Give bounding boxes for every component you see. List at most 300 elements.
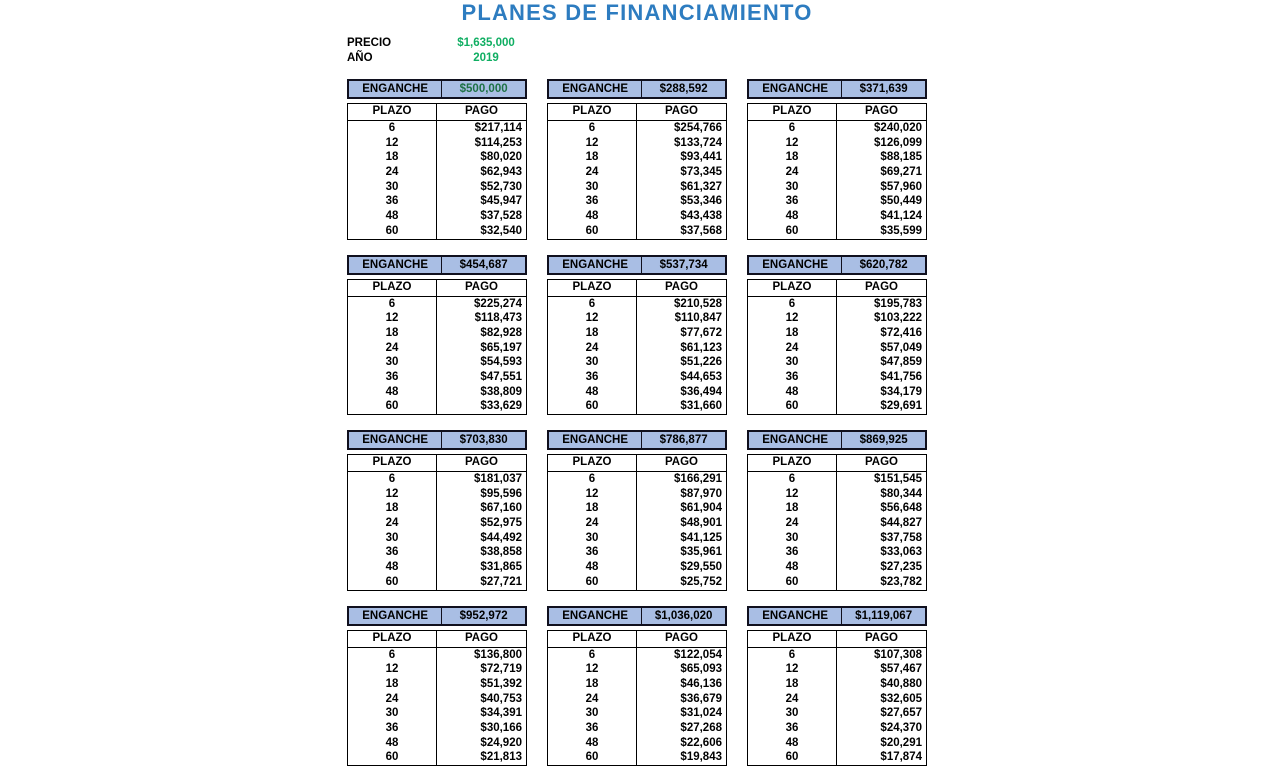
plazo-cell: 30	[348, 180, 437, 195]
plan-card	[747, 430, 927, 591]
page-title: PLANES DE FINANCIAMIENTO	[461, 0, 813, 25]
plazo-cell: 36	[348, 370, 437, 385]
plazo-cell: 6	[748, 297, 837, 312]
enganche-value: $500,000	[459, 83, 508, 95]
pago-cell: $62,943	[480, 166, 522, 179]
table-row	[548, 516, 726, 531]
enganche-label: ENGANCHE	[349, 608, 442, 624]
plazo-cell: 48	[748, 560, 837, 575]
table-row	[548, 545, 726, 560]
plazo-cell: 18	[748, 501, 837, 516]
table-header-row	[348, 455, 526, 472]
plazo-cell: 48	[748, 385, 837, 400]
pago-cell: $36,494	[680, 385, 722, 398]
pago-cell: $51,392	[480, 677, 522, 690]
table-row	[548, 209, 726, 224]
payment-table	[547, 630, 727, 767]
plan-card	[547, 255, 727, 416]
table-row	[348, 516, 526, 531]
pago-cell: $37,528	[480, 210, 522, 223]
table-row	[348, 399, 526, 414]
table-row	[548, 706, 726, 721]
plazo-cell: 24	[348, 165, 437, 180]
table-row	[348, 706, 526, 721]
pago-cell: $41,125	[680, 531, 722, 544]
enganche-header	[547, 606, 727, 626]
pago-cell: $87,970	[680, 487, 722, 500]
payment-table	[747, 454, 927, 591]
pago-cell: $166,291	[674, 473, 722, 485]
pago-cell: $23,782	[880, 575, 922, 588]
table-row	[748, 165, 926, 180]
pago-cell: $95,596	[480, 487, 522, 500]
table-row	[348, 721, 526, 736]
table-row	[548, 180, 726, 195]
plazo-column-header: PLAZO	[548, 104, 637, 120]
table-row	[548, 370, 726, 385]
pago-cell: $51,226	[680, 356, 722, 369]
pago-cell: $30,166	[480, 721, 522, 734]
plazo-cell: 48	[548, 736, 637, 751]
enganche-header	[747, 430, 927, 450]
pago-cell: $61,904	[680, 502, 722, 515]
plans-grid	[347, 79, 927, 766]
pago-cell: $24,920	[480, 736, 522, 749]
plazo-cell: 36	[548, 545, 637, 560]
pago-cell: $27,268	[680, 721, 722, 734]
pago-cell: $36,679	[680, 692, 722, 705]
table-row	[348, 501, 526, 516]
plan-card	[547, 606, 727, 767]
enganche-label: ENGANCHE	[549, 608, 642, 624]
table-row	[548, 750, 726, 765]
table-row	[548, 736, 726, 751]
plazo-cell: 18	[748, 677, 837, 692]
table-row	[548, 560, 726, 575]
table-row	[748, 545, 926, 560]
pago-cell: $27,235	[880, 561, 922, 574]
table-row	[748, 692, 926, 707]
pago-cell: $72,416	[880, 326, 922, 339]
enganche-header	[347, 606, 527, 626]
plan-card	[547, 79, 727, 240]
plazo-cell: 48	[748, 736, 837, 751]
payment-table	[347, 103, 527, 240]
table-row	[348, 355, 526, 370]
pago-column-header: PAGO	[464, 280, 498, 293]
plazo-cell: 36	[348, 194, 437, 209]
table-row	[748, 370, 926, 385]
pago-cell: $40,880	[880, 677, 922, 690]
table-row	[348, 150, 526, 165]
pago-column-header: PAGO	[464, 105, 498, 117]
table-row	[548, 472, 726, 487]
payment-table	[547, 103, 727, 240]
pago-cell: $210,528	[674, 297, 722, 310]
table-row	[348, 180, 526, 195]
pago-cell: $22,606	[680, 736, 722, 749]
table-row	[748, 662, 926, 677]
pago-cell: $29,550	[680, 561, 722, 574]
plazo-cell: 12	[748, 311, 837, 326]
table-row	[548, 355, 726, 370]
pago-cell: $225,274	[474, 297, 522, 310]
plazo-cell: 48	[348, 560, 437, 575]
pago-cell: $67,160	[480, 502, 522, 515]
plazo-cell: 12	[548, 311, 637, 326]
table-row	[548, 194, 726, 209]
pago-cell: $82,928	[480, 326, 522, 339]
price-info-block	[347, 36, 525, 66]
plazo-cell: 24	[548, 692, 637, 707]
table-row	[748, 385, 926, 400]
enganche-value: $1,119,067	[855, 609, 913, 622]
enganche-header	[547, 430, 727, 450]
plazo-cell: 6	[548, 121, 637, 136]
plazo-cell: 36	[748, 545, 837, 560]
table-header-row	[348, 280, 526, 297]
pago-cell: $31,660	[680, 400, 722, 413]
table-row	[348, 341, 526, 356]
table-header-row	[548, 280, 726, 297]
pago-cell: $80,344	[880, 487, 922, 500]
pago-cell: $110,847	[674, 312, 722, 325]
pago-cell: $48,901	[680, 517, 722, 530]
plazo-cell: 24	[348, 341, 437, 356]
pago-column-header: PAGO	[664, 456, 698, 468]
table-row	[748, 575, 926, 590]
plazo-column-header: PLAZO	[548, 631, 637, 647]
pago-cell: $195,783	[874, 297, 922, 310]
pago-cell: $25,752	[680, 575, 722, 588]
pago-cell: $24,370	[880, 721, 922, 734]
plazo-cell: 24	[348, 516, 437, 531]
enganche-header	[347, 430, 527, 450]
pago-column-header: PAGO	[664, 280, 698, 293]
plazo-cell: 12	[748, 136, 837, 151]
pago-cell: $37,568	[680, 224, 722, 237]
anio-label: AÑO	[347, 52, 373, 64]
pago-cell: $254,766	[674, 122, 722, 134]
pago-cell: $34,391	[480, 707, 522, 720]
plazo-cell: 36	[548, 194, 637, 209]
pago-cell: $46,136	[680, 677, 722, 690]
enganche-value: $952,972	[459, 609, 508, 622]
plazo-cell: 48	[548, 560, 637, 575]
plazo-cell: 18	[548, 326, 637, 341]
table-row	[748, 341, 926, 356]
plazo-cell: 6	[748, 648, 837, 663]
pago-cell: $88,185	[880, 151, 922, 164]
plazo-column-header: PLAZO	[748, 455, 837, 471]
plazo-cell: 18	[348, 150, 437, 165]
plazo-cell: 30	[548, 180, 637, 195]
pago-cell: $61,123	[680, 341, 722, 354]
plazo-cell: 30	[748, 531, 837, 546]
table-row	[748, 136, 926, 151]
enganche-label: ENGANCHE	[349, 81, 442, 97]
pago-cell: $57,049	[880, 341, 922, 354]
pago-cell: $27,721	[480, 575, 522, 588]
plazo-column-header: PLAZO	[548, 455, 637, 471]
enganche-header	[547, 255, 727, 275]
payment-table	[747, 630, 927, 767]
table-row	[348, 224, 526, 239]
pago-cell: $17,874	[880, 751, 922, 764]
pago-cell: $72,719	[480, 663, 522, 676]
table-row	[548, 224, 726, 239]
table-header-row	[748, 280, 926, 297]
plazo-column-header: PLAZO	[748, 280, 837, 296]
pago-cell: $136,800	[474, 648, 522, 661]
pago-cell: $126,099	[874, 136, 922, 149]
pago-cell: $217,114	[474, 122, 522, 134]
plazo-cell: 36	[748, 194, 837, 209]
pago-cell: $118,473	[474, 312, 522, 325]
table-row	[748, 121, 926, 136]
plan-card	[347, 430, 527, 591]
plazo-cell: 60	[348, 575, 437, 590]
plazo-cell: 48	[548, 209, 637, 224]
plazo-cell: 60	[748, 224, 837, 239]
table-row	[348, 385, 526, 400]
payment-table	[547, 454, 727, 591]
plazo-cell: 60	[748, 750, 837, 765]
plazo-cell: 30	[348, 531, 437, 546]
plazo-cell: 24	[548, 516, 637, 531]
pago-cell: $122,054	[674, 648, 722, 661]
table-row	[348, 326, 526, 341]
pago-column-header: PAGO	[664, 631, 698, 644]
plazo-column-header: PLAZO	[348, 280, 437, 296]
plazo-cell: 60	[748, 399, 837, 414]
enganche-label: ENGANCHE	[549, 432, 642, 448]
plazo-cell: 24	[748, 692, 837, 707]
enganche-value: $869,925	[859, 434, 908, 446]
enganche-value: $620,782	[859, 258, 908, 271]
pago-cell: $32,540	[480, 224, 522, 237]
table-row	[548, 341, 726, 356]
pago-column-header: PAGO	[864, 631, 898, 644]
pago-column-header: PAGO	[464, 456, 498, 468]
pago-cell: $19,843	[680, 751, 722, 764]
plazo-cell: 30	[748, 355, 837, 370]
plazo-cell: 48	[348, 736, 437, 751]
pago-cell: $54,593	[480, 356, 522, 369]
enganche-header	[347, 255, 527, 275]
table-row	[348, 209, 526, 224]
payment-table	[347, 279, 527, 416]
plazo-cell: 18	[348, 326, 437, 341]
pago-cell: $47,859	[880, 356, 922, 369]
plazo-cell: 60	[548, 224, 637, 239]
table-row	[548, 121, 726, 136]
pago-cell: $181,037	[474, 473, 522, 485]
table-row	[548, 721, 726, 736]
plazo-cell: 30	[548, 531, 637, 546]
plazo-cell: 48	[748, 209, 837, 224]
table-header-row	[748, 455, 926, 472]
table-row	[748, 648, 926, 663]
table-row	[348, 297, 526, 312]
table-row	[548, 311, 726, 326]
pago-cell: $151,545	[874, 473, 922, 485]
plazo-cell: 24	[748, 165, 837, 180]
table-header-row	[748, 631, 926, 648]
plazo-cell: 24	[548, 341, 637, 356]
pago-cell: $77,672	[680, 326, 722, 339]
table-row	[548, 326, 726, 341]
plazo-cell: 6	[548, 297, 637, 312]
plazo-cell: 30	[348, 706, 437, 721]
plazo-cell: 12	[548, 487, 637, 502]
plazo-column-header: PLAZO	[348, 631, 437, 647]
payment-table	[747, 279, 927, 416]
plazo-cell: 6	[348, 648, 437, 663]
pago-cell: $65,093	[680, 663, 722, 676]
plazo-cell: 12	[348, 487, 437, 502]
anio-value: 2019	[473, 52, 499, 64]
table-header-row	[348, 631, 526, 648]
plazo-cell: 12	[348, 662, 437, 677]
plan-card	[747, 255, 927, 416]
plazo-cell: 30	[748, 706, 837, 721]
pago-cell: $44,653	[680, 370, 722, 383]
pago-cell: $43,438	[680, 210, 722, 223]
pago-cell: $107,308	[874, 648, 922, 661]
table-row	[748, 194, 926, 209]
plazo-column-header: PLAZO	[748, 104, 837, 120]
table-row	[548, 677, 726, 692]
table-header-row	[748, 104, 926, 121]
plazo-cell: 18	[548, 150, 637, 165]
plazo-cell: 6	[748, 472, 837, 487]
table-row	[548, 575, 726, 590]
payment-table	[347, 454, 527, 591]
table-row	[348, 531, 526, 546]
enganche-header	[747, 79, 927, 99]
table-row	[548, 385, 726, 400]
plazo-cell: 18	[548, 677, 637, 692]
table-row	[748, 487, 926, 502]
table-row	[348, 121, 526, 136]
pago-cell: $33,063	[880, 546, 922, 559]
enganche-label: ENGANCHE	[749, 432, 842, 448]
enganche-label: ENGANCHE	[749, 81, 842, 97]
table-row	[748, 736, 926, 751]
table-row	[348, 472, 526, 487]
enganche-label: ENGANCHE	[749, 257, 842, 273]
enganche-header	[547, 79, 727, 99]
pago-cell: $52,975	[480, 517, 522, 530]
plazo-cell: 60	[348, 399, 437, 414]
table-row	[348, 370, 526, 385]
pago-cell: $47,551	[480, 370, 522, 383]
enganche-header	[747, 255, 927, 275]
pago-cell: $53,346	[680, 195, 722, 208]
plazo-cell: 60	[548, 750, 637, 765]
table-row	[748, 399, 926, 414]
pago-cell: $35,599	[880, 224, 922, 237]
enganche-label: ENGANCHE	[549, 81, 642, 97]
plazo-cell: 6	[548, 472, 637, 487]
table-row	[348, 648, 526, 663]
table-row	[548, 150, 726, 165]
plazo-cell: 6	[348, 297, 437, 312]
plazo-cell: 48	[348, 385, 437, 400]
table-row	[348, 194, 526, 209]
plazo-column-header: PLAZO	[348, 455, 437, 471]
pago-cell: $20,291	[880, 736, 922, 749]
table-row	[748, 311, 926, 326]
pago-cell: $80,020	[480, 151, 522, 164]
plazo-cell: 30	[548, 355, 637, 370]
enganche-label: ENGANCHE	[349, 432, 442, 448]
table-row	[548, 487, 726, 502]
enganche-header	[347, 79, 527, 99]
table-row	[548, 648, 726, 663]
enganche-label: ENGANCHE	[549, 257, 642, 273]
plazo-cell: 24	[748, 341, 837, 356]
anio-row	[347, 51, 525, 66]
table-row	[548, 297, 726, 312]
plazo-column-header: PLAZO	[548, 280, 637, 296]
plazo-cell: 6	[348, 472, 437, 487]
pago-column-header: PAGO	[864, 456, 898, 468]
plazo-cell: 18	[548, 501, 637, 516]
table-header-row	[548, 455, 726, 472]
plazo-cell: 6	[348, 121, 437, 136]
table-header-row	[548, 631, 726, 648]
precio-value: $1,635,000	[457, 37, 515, 49]
payment-table	[547, 279, 727, 416]
pago-cell: $32,605	[880, 692, 922, 705]
enganche-label: ENGANCHE	[749, 608, 842, 624]
plazo-cell: 60	[548, 399, 637, 414]
table-row	[748, 531, 926, 546]
payment-table	[347, 630, 527, 767]
plazo-cell: 36	[748, 370, 837, 385]
table-row	[548, 399, 726, 414]
plazo-cell: 18	[348, 501, 437, 516]
pago-cell: $56,648	[880, 502, 922, 515]
table-row	[348, 136, 526, 151]
pago-cell: $29,691	[880, 400, 922, 413]
pago-cell: $57,960	[880, 180, 922, 193]
pago-cell: $114,253	[474, 136, 522, 149]
plan-card	[747, 606, 927, 767]
table-row	[348, 165, 526, 180]
table-row	[748, 560, 926, 575]
table-row	[348, 487, 526, 502]
pago-cell: $27,657	[880, 707, 922, 720]
pago-cell: $38,858	[480, 546, 522, 559]
plazo-cell: 30	[348, 355, 437, 370]
enganche-value: $454,687	[459, 258, 508, 271]
table-row	[548, 136, 726, 151]
pago-cell: $31,024	[680, 707, 722, 720]
plazo-cell: 18	[748, 326, 837, 341]
plazo-cell: 12	[348, 311, 437, 326]
plazo-cell: 36	[548, 721, 637, 736]
table-row	[348, 662, 526, 677]
plazo-cell: 36	[748, 721, 837, 736]
pago-cell: $52,730	[480, 180, 522, 193]
table-row	[348, 750, 526, 765]
table-row	[748, 677, 926, 692]
pago-cell: $41,756	[880, 370, 922, 383]
plazo-cell: 12	[348, 136, 437, 151]
